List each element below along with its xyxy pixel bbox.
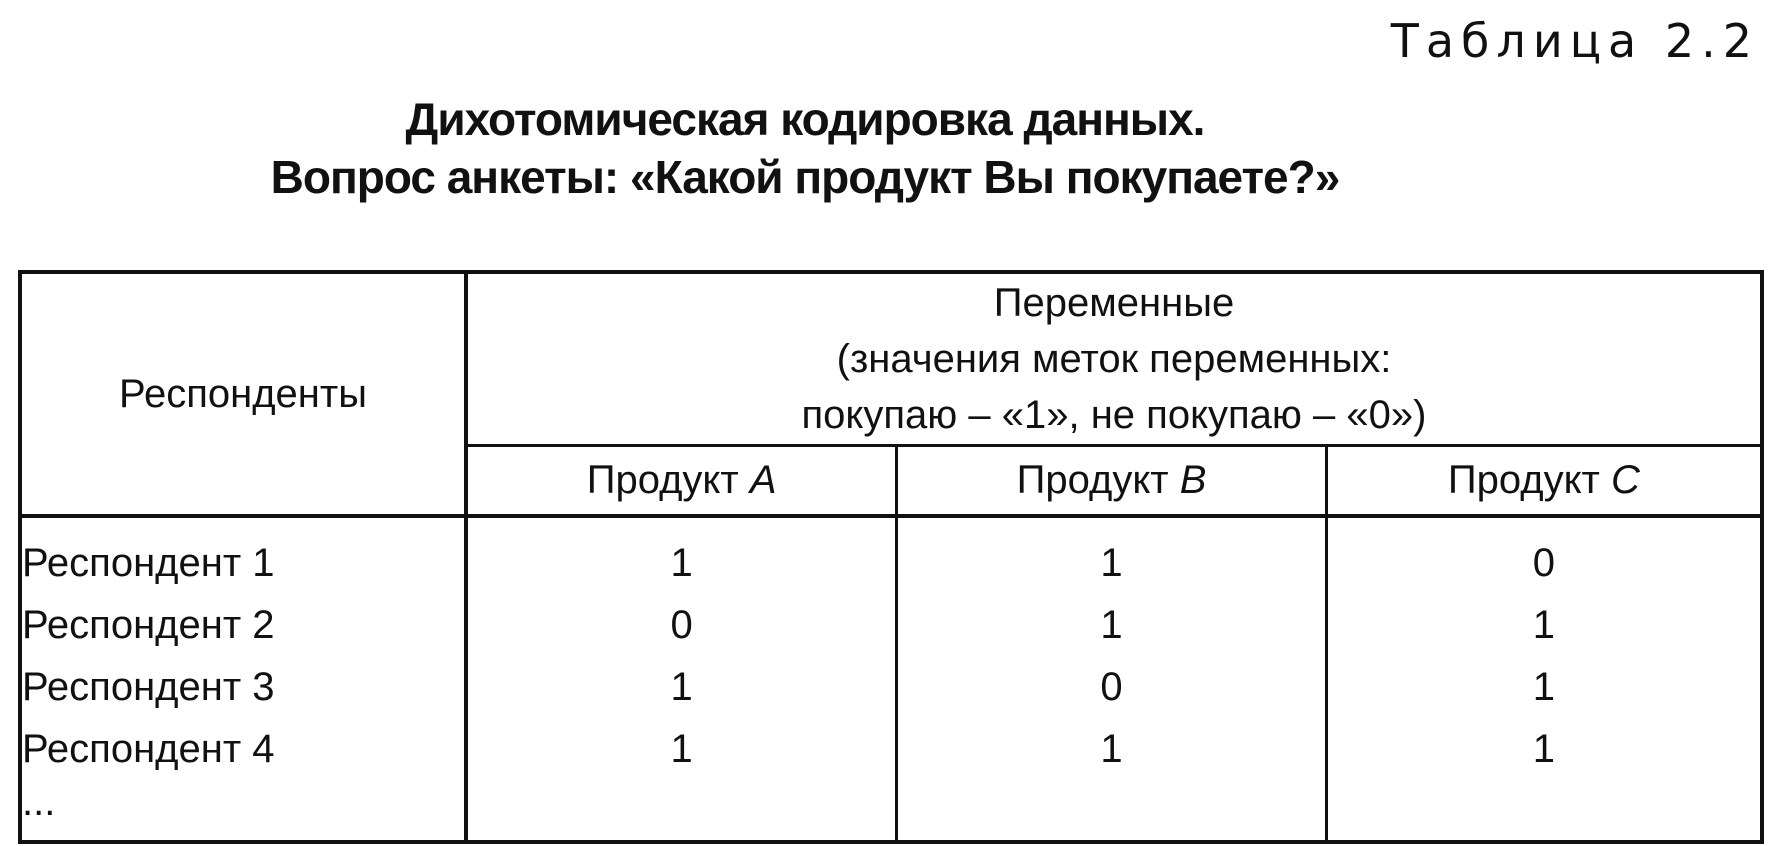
respondent-label: Респондент 1: [20, 516, 466, 594]
product-c-header: [1326, 446, 1762, 517]
value-cell: 1: [1532, 602, 1556, 647]
respondent-label: Респондент 2: [20, 594, 466, 656]
product-a-prefix: Продукт: [586, 458, 739, 502]
value-cell: 1: [897, 516, 1327, 594]
table-title-line2: Вопрос анкеты: «Какой продукт Вы покупаете?»: [270, 151, 1340, 203]
product-c-letter: C: [1611, 458, 1640, 502]
product-a-header: [466, 446, 897, 517]
respondent-label: Респондент 3: [20, 656, 466, 718]
value-cell: 0: [466, 594, 897, 656]
table-row: [20, 594, 1762, 656]
value-cell: 1: [466, 516, 897, 594]
value-cell: 1: [897, 594, 1327, 656]
empty-cell: [897, 780, 1327, 842]
table-row: [20, 656, 1762, 718]
variables-header-line2: (значения меток переменных:: [836, 337, 1392, 381]
table-row: [20, 516, 1762, 594]
value-cell: 1: [466, 718, 897, 780]
respondent-label: Респондент 4: [20, 718, 466, 780]
value-cell: 0: [1532, 540, 1556, 585]
value-cell: 1: [466, 656, 897, 718]
table-row: [20, 718, 1762, 780]
value-cell: 1: [1532, 726, 1556, 771]
product-c-prefix: Продукт: [1447, 458, 1600, 502]
empty-cell: [466, 780, 897, 842]
value-cell: 1: [1532, 664, 1556, 709]
header-row: [20, 272, 1762, 446]
ellipsis-row: [20, 780, 1762, 842]
value-cell: 1: [897, 718, 1327, 780]
respondents-header: Респонденты: [20, 272, 466, 516]
empty-cell: [1326, 780, 1762, 842]
product-b-header: [897, 446, 1327, 517]
ellipsis-label: ...: [20, 780, 466, 842]
table-number: Таблица 2.2: [1390, 14, 1759, 68]
dichotomous-coding-table: [18, 270, 1764, 844]
product-b-prefix: Продукт: [1016, 458, 1169, 502]
value-cell: 0: [897, 656, 1327, 718]
variables-header-line3: покупаю – «1», не покупаю – «0»): [801, 393, 1427, 437]
table-title-line1: Дихотомическая кодировка данных.: [405, 93, 1205, 145]
variables-header-line1: Переменные: [993, 281, 1235, 325]
product-a-letter: A: [749, 458, 777, 502]
product-b-letter: B: [1179, 458, 1207, 502]
variables-header: [466, 272, 1762, 446]
